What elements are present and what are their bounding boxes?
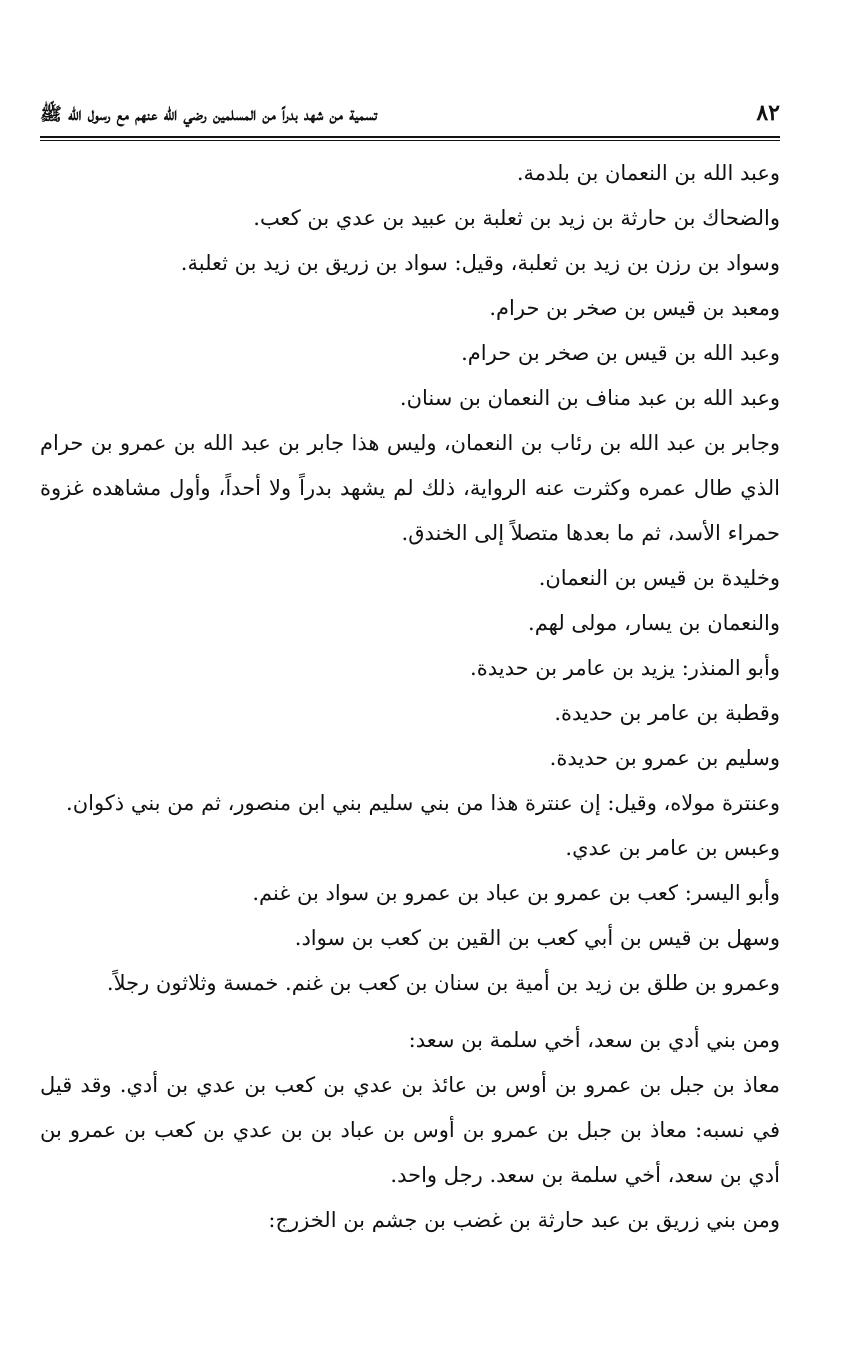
paragraph: وجابر بن عبد الله بن رئاب بن النعمان، وليس هذا جابر بن عبد الله بن عمرو بن حرام الذي طال عمره وكثرت عنه الرواية، ذلك لم يشهد بدراً ولا أحداً، وأول مشاهده غزوة حمراء الأسد، ثم ما بعدها متصلاً إلى الخندق. — [40, 431, 780, 545]
paragraph: ومعبد بن قيس بن صخر بن حرام. — [489, 296, 780, 320]
paragraph: وعبد الله بن قيس بن صخر بن حرام. — [461, 341, 780, 365]
paragraph: وأبو المنذر: يزيد بن عامر بن حديدة. — [470, 656, 780, 680]
running-title: تسمية من شهد بدراً من المسلمين رضي الله عنهم مع رسول الله ﷺ — [40, 104, 377, 125]
paragraph: معاذ بن جبل بن عمرو بن أوس بن عائذ بن عدي بن كعب بن عدي بن أدي. وقد قيل في نسبه: معاذ بن جبل بن عمرو بن أوس بن عباد بن بن عدي بن كعب بن عمرو بن أدي بن سعد، أخي سلمة بن سعد. رجل واحد. — [40, 1073, 780, 1187]
paragraph: ومن بني أدي بن سعد، أخي سلمة بن سعد: — [408, 1028, 780, 1052]
paragraph: وعبد الله بن عبد مناف بن النعمان بن سنان. — [399, 386, 780, 410]
paragraph: وأبو اليسر: كعب بن عمرو بن عباد بن عمرو بن سواد بن غنم. — [252, 881, 780, 905]
paragraph: وسهل بن قيس بن أبي كعب بن القين بن كعب بن سواد. — [294, 926, 780, 950]
paragraph: وخليدة بن قيس بن النعمان. — [538, 566, 780, 590]
paragraph: والضحاك بن حارثة بن زيد بن ثعلبة بن عبيد بن عدي بن كعب. — [253, 206, 780, 230]
book-page — [40, 100, 780, 1243]
header-rule-thin — [40, 140, 780, 141]
paragraph: وعبد الله بن النعمان بن بلدمة. — [516, 161, 780, 185]
paragraph: وسليم بن عمرو بن حديدة. — [549, 746, 780, 770]
paragraph: والنعمان بن يسار، مولى لهم. — [528, 611, 780, 635]
page-number: ٨٢ — [756, 100, 780, 126]
paragraph: وسواد بن رزن بن زيد بن ثعلبة، وقيل: سواد بن زريق بن زيد بن ثعلبة. — [180, 251, 780, 275]
header-rule-thick — [40, 136, 780, 138]
page-header — [40, 100, 780, 132]
paragraph: وقطبة بن عامر بن حديدة. — [554, 701, 780, 725]
paragraph: وعبس بن عامر بن عدي. — [565, 836, 780, 860]
paragraph: وعمرو بن طلق بن زيد بن أمية بن سنان بن كعب بن غنم. خمسة وثلاثون رجلاً. — [106, 971, 780, 995]
paragraph: وعنترة مولاه، وقيل: إن عنترة هذا من بني سليم بني ابن منصور، ثم من بني ذكوان. — [66, 791, 780, 815]
paragraph: ومن بني زريق بن عبد حارثة بن غضب بن جشم بن الخزرج: — [268, 1208, 780, 1232]
body-text — [40, 151, 780, 1243]
